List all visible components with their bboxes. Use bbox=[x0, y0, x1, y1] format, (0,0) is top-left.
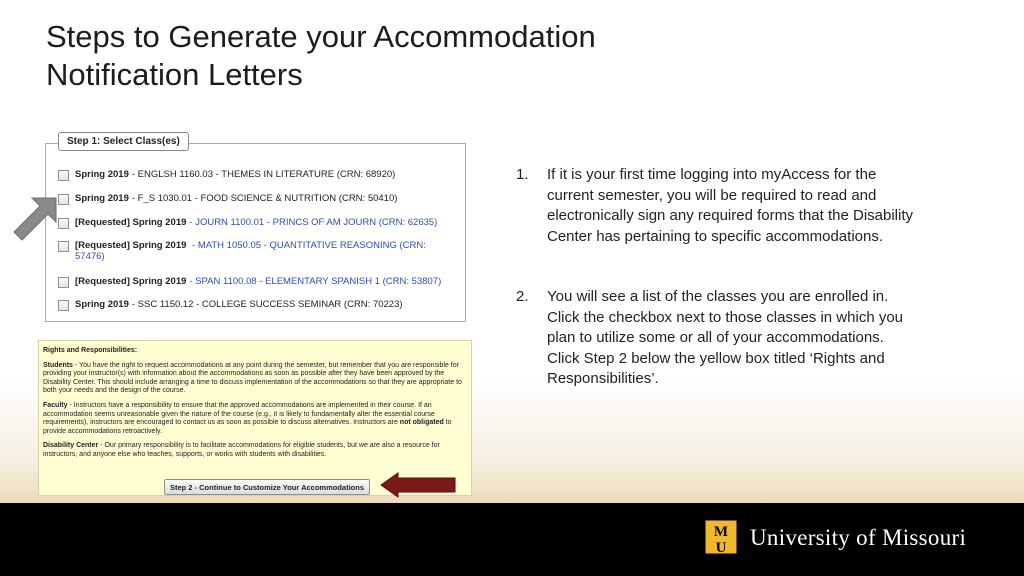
mizzou-shield-logo-icon bbox=[704, 519, 738, 555]
logo-letter-u: U bbox=[715, 540, 727, 555]
class-checkbox[interactable] bbox=[58, 218, 69, 229]
class-checkbox[interactable] bbox=[58, 300, 69, 311]
class-checkbox[interactable] bbox=[58, 277, 69, 288]
class-checkbox[interactable] bbox=[58, 194, 69, 205]
class-course: - MATH 1050.05 - QUANTITATIVE REASONING (CRN: bbox=[192, 240, 426, 251]
slide-title bbox=[46, 18, 596, 94]
class-semester: [Requested] Spring 2019 bbox=[75, 276, 187, 287]
class-course: - SSC 1150.12 - COLLEGE SUCCESS SEMINAR (CRN: 70223) bbox=[131, 299, 403, 310]
class-semester: Spring 2019 bbox=[75, 169, 129, 180]
class-row[interactable] bbox=[58, 169, 395, 181]
instruction-item bbox=[516, 287, 926, 390]
university-name: University of Missouri bbox=[750, 525, 967, 550]
rights-students bbox=[43, 362, 467, 396]
rights-students-text: - You have the right to request accommodations at any point during the semester, but remember that you are responsible for providing your instructor(s) with information about the accommodations as soon as possible after they have been approved by the Disability Center. This should include arranging a time to discuss implementation of the accommodations so that they are appropriate to both your needs and the design of the course. bbox=[43, 361, 462, 395]
rights-faculty-text2: to provide accommodations retroactively. bbox=[43, 419, 452, 435]
slide-title-line1: Steps to Generate your Accommodation bbox=[46, 19, 596, 54]
rights-faculty bbox=[43, 402, 467, 436]
class-row[interactable] bbox=[58, 193, 397, 205]
rights-disability-center bbox=[43, 442, 467, 459]
class-course: - F_S 1030.01 - FOOD SCIENCE & NUTRITION (CRN: 50410) bbox=[131, 193, 398, 204]
rights-faculty-label: Faculty bbox=[43, 401, 68, 409]
class-semester: [Requested] Spring 2019 bbox=[75, 240, 187, 251]
gray-pointer-arrow-icon bbox=[10, 196, 58, 244]
class-course-wrap: 57476) bbox=[75, 251, 105, 262]
class-row[interactable] bbox=[58, 299, 403, 311]
class-semester: [Requested] Spring 2019 bbox=[75, 217, 187, 228]
class-row[interactable] bbox=[58, 240, 458, 262]
class-row[interactable] bbox=[58, 217, 437, 229]
rights-dc-label: Disability Center bbox=[43, 442, 99, 450]
class-checkbox[interactable] bbox=[58, 170, 69, 181]
instruction-text: If it is your first time logging into myAccess for the current semester, you will be required to read and electronically sign any required forms that the Disability Center has pertaining to specific accommodations. bbox=[547, 166, 913, 245]
rights-dc-text: - Our primary responsibility is to facilitate accommodations for eligible students, but we are also a resource for instructors, and anyone else who teaches, supports, or works with students with disabilities. bbox=[43, 442, 440, 458]
rights-heading: Rights and Responsibilities: bbox=[43, 347, 138, 354]
instruction-number: 2. bbox=[516, 288, 529, 305]
step1-legend: Step 1: Select Class(es) bbox=[58, 132, 189, 151]
logo-letter-m: M bbox=[713, 524, 729, 540]
instructions-list bbox=[516, 165, 926, 430]
class-semester: Spring 2019 bbox=[75, 193, 129, 204]
instruction-item bbox=[516, 165, 926, 247]
rights-students-label: Students bbox=[43, 361, 73, 369]
rights-faculty-bold: not obligated bbox=[399, 419, 444, 427]
instruction-number: 1. bbox=[516, 166, 529, 183]
class-row[interactable] bbox=[58, 276, 441, 288]
red-pointer-arrow-icon bbox=[380, 472, 456, 498]
step1-class-selection bbox=[45, 136, 466, 322]
slide-title-line2: Notification Letters bbox=[46, 57, 303, 92]
instruction-text: You will see a list of the classes you are enrolled in. Click the checkbox next to those classes in which you plan to utilize some or all of your accommodations. Click Step 2 below the yellow box titled ‘Rights and Responsibilities’. bbox=[547, 288, 904, 387]
class-course: - ENGLSH 1160.03 - THEMES IN LITERATURE (CRN: 68920) bbox=[131, 169, 396, 180]
class-semester: Spring 2019 bbox=[75, 299, 129, 310]
class-course: - SPAN 1100.08 - ELEMENTARY SPANISH 1 (CRN: 53807) bbox=[189, 276, 442, 287]
step2-continue-button[interactable]: Step 2 - Continue to Customize Your Accommodations bbox=[164, 479, 370, 495]
class-checkbox[interactable] bbox=[58, 241, 69, 252]
class-course: - JOURN 1100.01 - PRINCS OF AM JOURN (CRN: 62635) bbox=[189, 217, 438, 228]
rights-faculty-text: - Instructors have a responsibility to ensure that the approved accommodations are implemented in their course. If an accommodation seems unreasonable given the nature of the course (e.g., it is likely to fundamentally alter the essential course requirements), instructors are encouraged to contact us as soon as possible to discuss alternatives. Instructors are bbox=[43, 401, 435, 427]
